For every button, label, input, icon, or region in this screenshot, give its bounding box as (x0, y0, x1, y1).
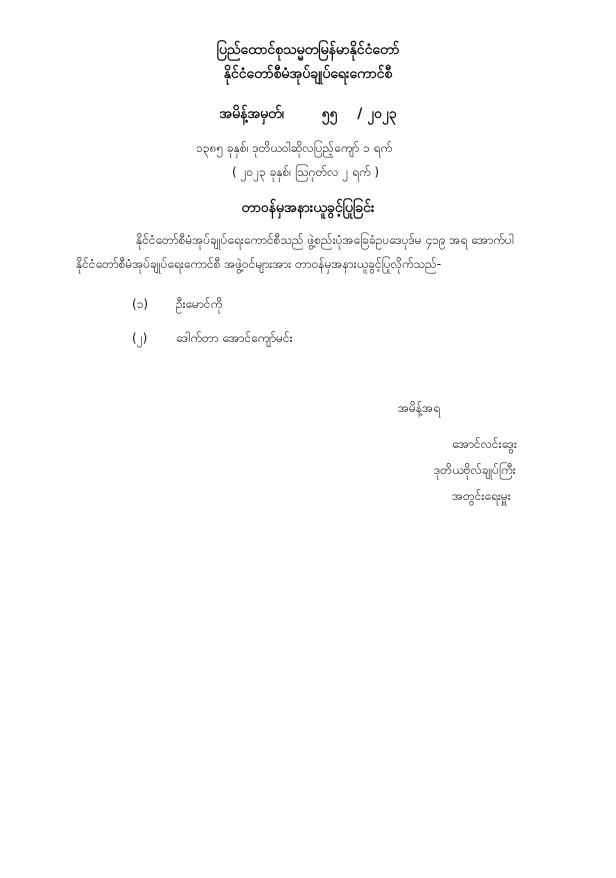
header-title-line2: နိုင်ငံတော်စီမံအုပ်ချုပ်ရေးကောင်စီ (223, 66, 393, 82)
western-date: ( ၂၀၂၃ ခုနှစ်၊ ဩဂုတ်လ ၂ ရက် ) (232, 165, 380, 179)
header-title-line1: ပြည်ထောင်စုသမ္မတမြန်မာနိုင်ငံတော် (216, 42, 400, 58)
body-paragraph-line2: နိုင်ငံတော်စီမံအုပ်ချုပ်ရေးကောင်စီ အဖွဲ့ဝင်များအား တာဝန်မှအနားယူခွင့်ပြုလိုက်သည်- (76, 257, 442, 271)
order-number (0, 104, 616, 125)
body-paragraph-line1: နိုင်ငံတော်စီမံအုပ်ချုပ်ရေးကောင်စီသည် ဖွဲ့စည်းပုံအခြေခံဥပဒေပုဒ်မ ၄၁၉ အရ အောက်ပါ (136, 233, 514, 247)
member-name: ဒေါက်တာ အောင်ကျော်မင်း (175, 331, 293, 345)
member-number: (၁) (132, 297, 149, 311)
signatory-title: ဒုတိယဗိုလ်ချုပ်ကြီး (434, 463, 516, 477)
member-item (132, 330, 293, 348)
order-number-year: / ၂၀၂၃ (357, 106, 397, 122)
by-order-label: အမိန့်အရ (398, 401, 440, 415)
member-item (132, 296, 222, 314)
member-number: (၂) (132, 331, 148, 345)
subject-heading: တာဝန်မှအနားယူခွင့်ပြုခြင်း (241, 200, 375, 216)
order-number-value: ၅၅ (321, 106, 338, 122)
member-name: ဦးမောင်ကို (175, 297, 223, 311)
myanmar-date: ၁၃၈၅ ခုနှစ်၊ ဒုတိယဝါဆိုလပြည့်ကျော် ၁ ရက် (196, 141, 393, 155)
signatory-position: အတွင်းရေးမှူး (452, 489, 511, 503)
order-number-label: အမိန့်အမှတ်၊ (219, 106, 285, 122)
signatory-name: အောင်လင်းဒွေး (452, 437, 517, 451)
